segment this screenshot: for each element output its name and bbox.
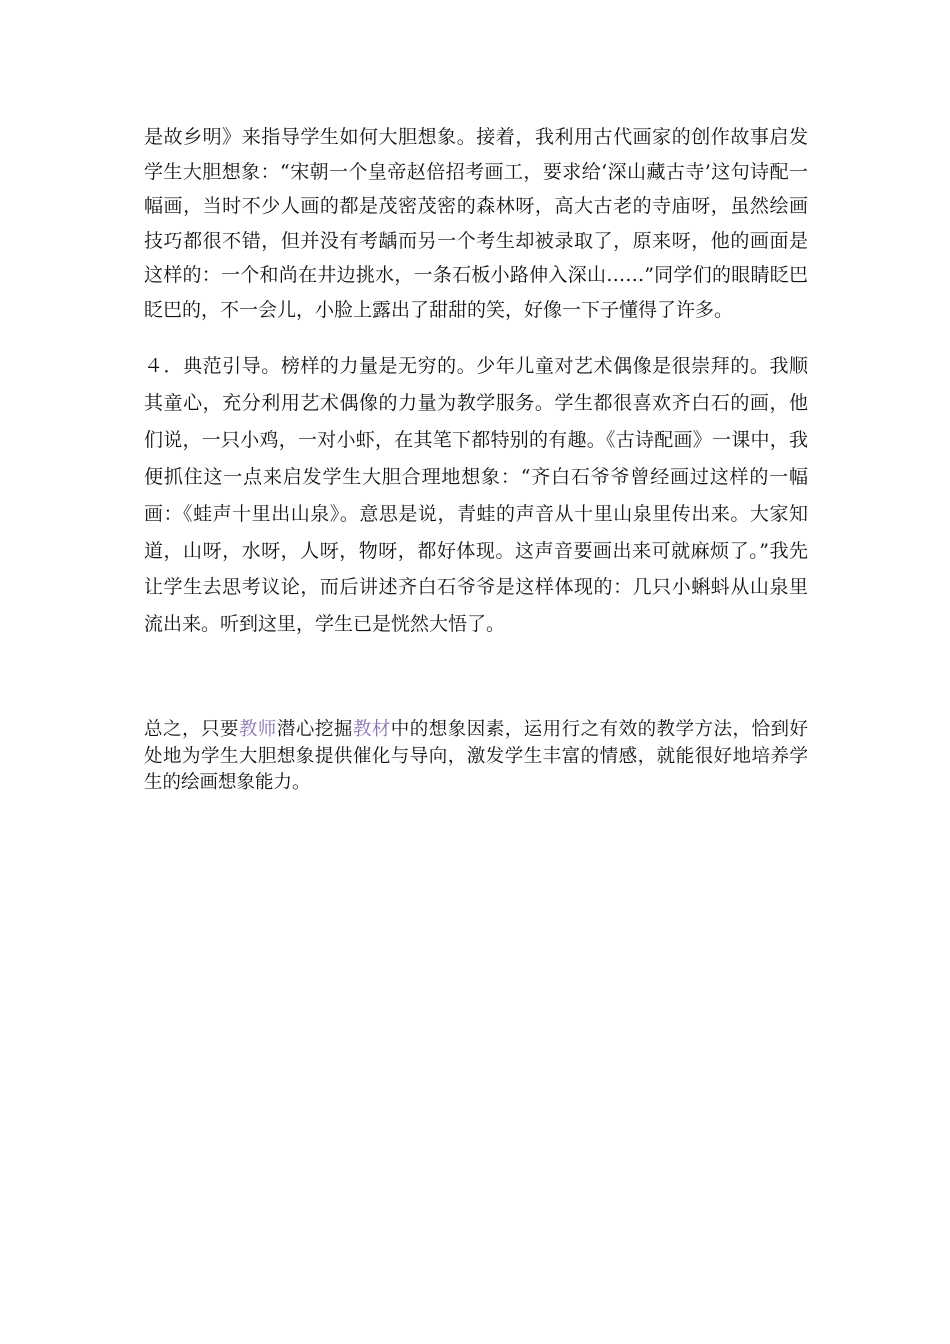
textbook-link[interactable]: 教材	[352, 719, 391, 740]
teacher-link[interactable]: 教师	[238, 719, 277, 740]
conclusion-text-2: 潜心挖掘	[276, 719, 353, 740]
paragraph-conclusion	[144, 717, 808, 797]
paragraph-imagination-story: 是故乡明》来指导学生如何大胆想象。接着，我利用古代画家的创作故事启发学生大胆想象：“宋朝一个皇帝赵倍招考画工，要求给‘深山藏古寺’这句诗配一幅画，当时不少人画的都是茂密茂密的森林呀，高大古老的寺庙呀，虽然绘画技巧都很不错，但并没有考龋而另一个考生却被录取了，原来呀，他的画面是这样的：一个和尚在井边挑水，一条石板小路伸入深山……”同学们的眼睛眨巴眨巴的，不一会儿，小脸上露出了甜甜的笑，好像一下子懂得了许多。	[144, 126, 808, 321]
conclusion-text-1: 总之，只要	[144, 719, 239, 740]
paragraph-model-guidance: ４．典范引导。榜样的力量是无穷的。少年儿童对艺术偶像是很崇拜的。我顺其童心，充分利用艺术偶像的力量为教学服务。学生都很喜欢齐白石的画，他们说，一只小鸡，一对小虾，在其笔下都特别的有趣。《古诗配画》一课中，我便抓住这一点来启发学生大胆合理地想象：“齐白石爷爷曾经画过这样的一幅画：《蛙声十里出山泉》。意思是说，青蛙的声音从十里山泉里传出来。大家知道，山呀，水呀，人呀，物呀，都好体现。这声音要画出来可就麻烦了。”我先让学生去思考议论，而后讲述齐白石爷爷是这样体现的：几只小蝌蚪从山泉里流出来。听到这里，学生已是恍然大悟了。	[144, 355, 808, 636]
conclusion-text-3: 中的想象因素，运用行之有效的教学方法，恰到好处地为学生大胆想象提供催化与导向，激发学生丰富的情感，就能很好地培养学生的绘画想象能力。	[144, 719, 808, 793]
